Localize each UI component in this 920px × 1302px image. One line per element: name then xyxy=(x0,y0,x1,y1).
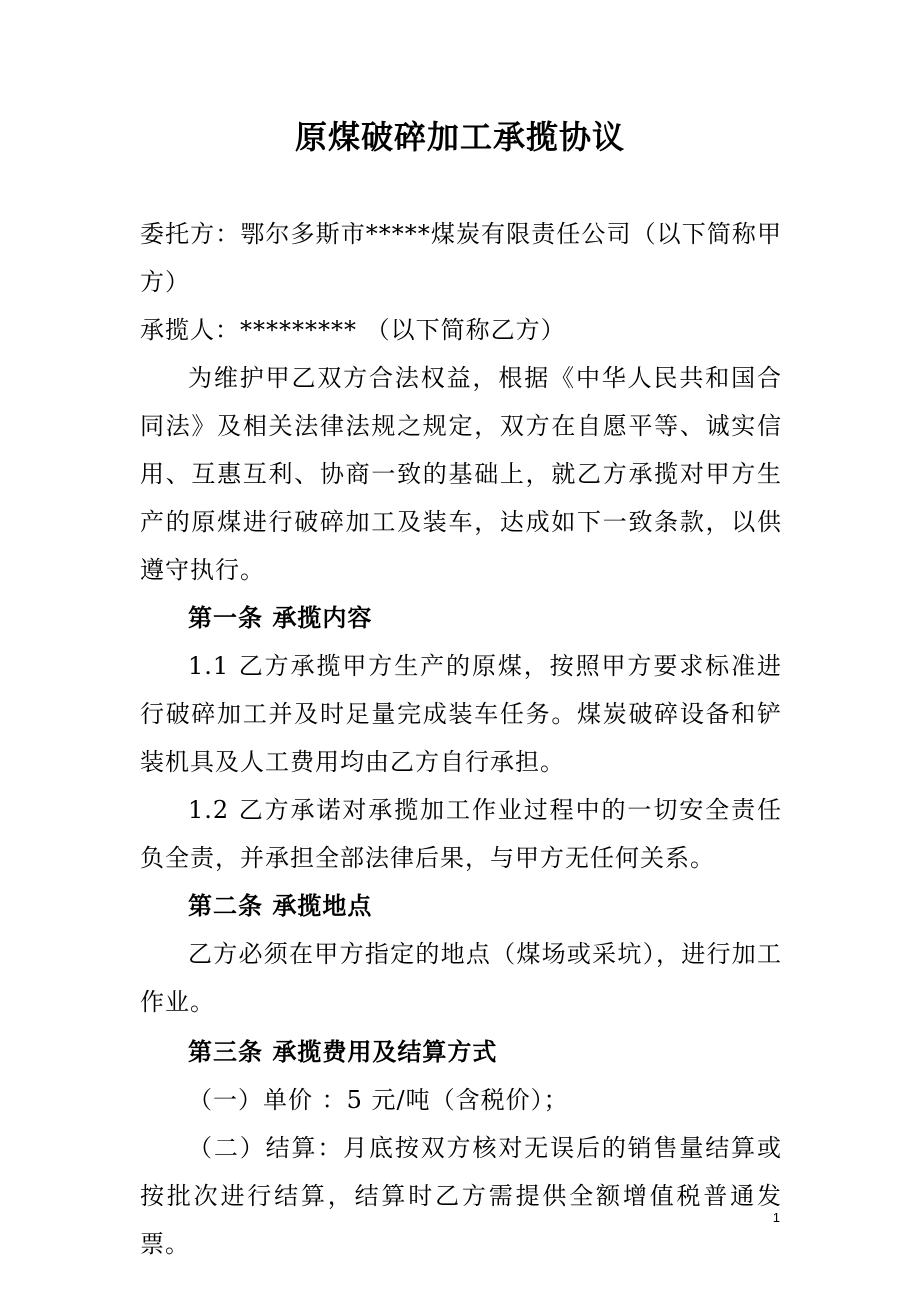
page-number: 1 xyxy=(772,1210,780,1225)
article-3-settlement: （二）结算：月底按双方核对无误后的销售量结算或按批次进行结算，结算时乙方需提供全额增值税普通发票。 xyxy=(140,1134,782,1258)
article-1-clause-1: 1.1 乙方承揽甲方生产的原煤，按照甲方要求标准进行破碎加工并及时足量完成装车任务。煤炭破碎设备和铲装机具及人工费用均由乙方自行承担。 xyxy=(140,652,782,776)
article-3-unit-price: （一）单价 ：5 元/吨（含税价）； xyxy=(188,1086,569,1114)
article-3-heading: 第三条 承揽费用及结算方式 xyxy=(188,1037,498,1066)
preamble-paragraph: 为维护甲乙双方合法权益，根据《中华人民共和国合同法》及相关法律法规之规定，双方在自愿平等、诚实信用、互惠互利、协商一致的基础上，就乙方承揽对甲方生产的原煤进行破碎加工及装车，达成如下一致条款，以供遵守执行。 xyxy=(140,364,782,584)
contractor-party-line: 承揽人：********* （以下简称乙方） xyxy=(140,316,566,344)
document-title: 原煤破碎加工承揽协议 xyxy=(294,118,625,156)
article-2-paragraph: 乙方必须在甲方指定的地点（煤场或采坑），进行加工作业。 xyxy=(140,940,782,1016)
article-2-heading: 第二条 承揽地点 xyxy=(188,891,373,920)
article-1-heading: 第一条 承揽内容 xyxy=(188,603,373,632)
article-1-clause-2: 1.2 乙方承诺对承揽加工作业过程中的一切安全责任负全责，并承担全部法律后果，与甲方无任何关系。 xyxy=(140,796,782,872)
document-body xyxy=(140,210,782,1268)
principal-party-line: 委托方：鄂尔多斯市*****煤炭有限责任公司（以下简称甲方） xyxy=(140,220,782,296)
